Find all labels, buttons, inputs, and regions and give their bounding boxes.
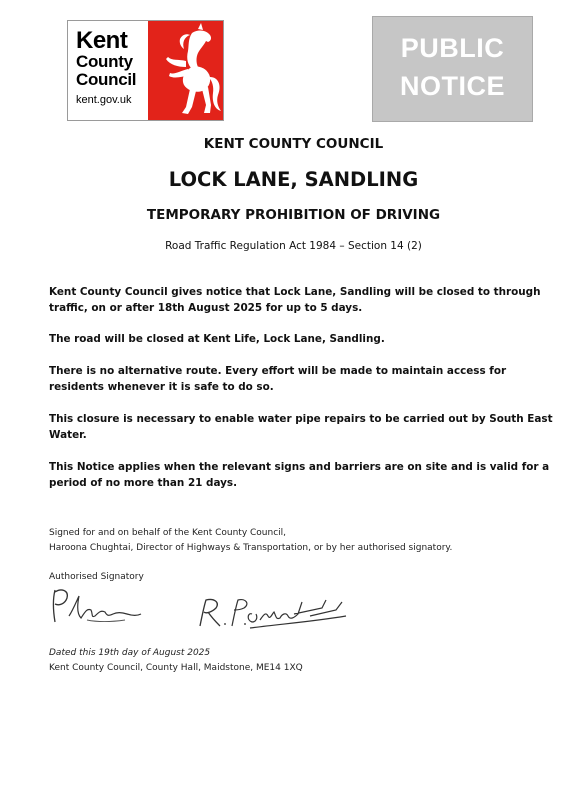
legislation-reference: Road Traffic Regulation Act 1984 – Section 14 (2) (165, 240, 422, 252)
kent-county-council-logo (67, 20, 224, 121)
public-notice-badge (372, 16, 533, 122)
badge-line-public: PUBLIC (400, 33, 505, 63)
logo-line-kent: Kent (76, 27, 128, 54)
signature-image-2 (190, 592, 355, 634)
signed-on-behalf-text: Signed for and on behalf of the Kent County Council, (49, 528, 287, 538)
council-heading: KENT COUNTY COUNCIL (203, 136, 384, 152)
badge-line-notice: NOTICE (399, 71, 505, 101)
director-text: Haroona Chughtai, Director of Highways & Transportation, or by her authorised signatory. (49, 543, 453, 553)
council-address: Kent County Council, County Hall, Maidstone, ME14 1XQ (49, 663, 303, 673)
logo-wordmark (76, 29, 148, 108)
notice-paragraph-alternative-route: There is no alternative route. Every effort will be made to maintain access for residents whenever it is safe to do so. (49, 365, 507, 393)
logo-line-council: Council (76, 70, 137, 89)
notice-paragraph-validity: This Notice applies when the relevant signs and barriers are on site and is valid for a period of no more than 21 days. (49, 461, 550, 489)
invicta-horse-icon (148, 21, 224, 121)
notice-paragraph-closure: Kent County Council gives notice that Lock Lane, Sandling will be closed to through traffic, on or after 18th August 2025 for up to 5 days. (49, 286, 541, 314)
signature-image-1 (47, 582, 147, 628)
logo-red-panel (148, 21, 224, 121)
order-type-heading: TEMPORARY PROHIBITION OF DRIVING (146, 207, 441, 223)
notice-paragraph-reason: This closure is necessary to enable water pipe repairs to be carried out by South East Water. (49, 413, 553, 441)
dated-text: Dated this 19th day of August 2025 (49, 648, 211, 658)
logo-line-county: County (76, 52, 133, 71)
notice-paragraph-location: The road will be closed at Kent Life, Lock Lane, Sandling. (49, 333, 385, 345)
logo-url: kent.gov.uk (76, 94, 132, 106)
authorised-signatory-label: Authorised Signatory (49, 572, 144, 582)
road-name-title: LOCK LANE, SANDLING (168, 168, 419, 191)
